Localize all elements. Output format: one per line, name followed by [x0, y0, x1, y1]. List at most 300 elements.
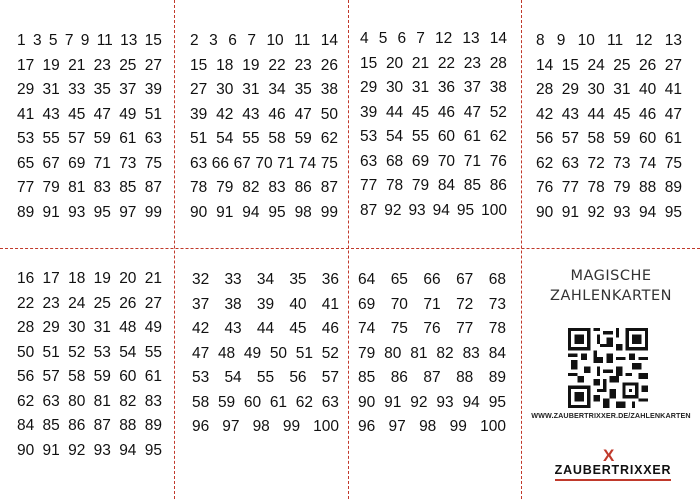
card-number: 99 [320, 203, 338, 221]
number-row [17, 201, 162, 226]
card-number: 92 [384, 201, 402, 219]
card-number: 19 [242, 56, 260, 74]
card-number: 93 [613, 203, 631, 221]
card-number: 53 [17, 130, 35, 147]
card-number: 90 [190, 203, 208, 221]
card-number: 58 [268, 130, 286, 147]
card-number: 6 [397, 30, 407, 47]
card-number: 97 [222, 418, 240, 435]
card-number: 70 [390, 295, 408, 313]
card-number: 60 [119, 368, 137, 385]
card-number: 29 [360, 79, 378, 96]
card-number: 22 [17, 294, 35, 312]
card-number: 63 [360, 152, 378, 170]
card-number: 14 [489, 30, 507, 47]
number-row [358, 366, 506, 391]
card-number: 71 [463, 152, 481, 170]
card-number: 28 [536, 81, 554, 98]
card-number: 42 [192, 320, 210, 337]
card-number: 71 [277, 154, 295, 172]
card-number: 57 [42, 368, 60, 385]
card-number: 56 [536, 130, 554, 147]
card-number: 91 [561, 203, 579, 221]
number-row [17, 341, 162, 366]
card-number: 65 [390, 271, 408, 288]
card-number: 81 [68, 179, 86, 196]
card-number: 45 [613, 105, 631, 123]
card-number: 85 [119, 179, 137, 196]
card-number: 63 [190, 154, 208, 172]
card-number: 5 [48, 32, 58, 49]
card-number: 56 [17, 368, 35, 385]
number-row [17, 103, 162, 128]
card-number: 62 [320, 130, 338, 147]
card-number: 25 [613, 56, 631, 74]
card-number: 77 [17, 179, 35, 196]
card-number: 93 [93, 441, 111, 459]
website-url[interactable]: WWW.ZAUBERTRIXXER.DE/ZAHLENKARTEN [531, 411, 691, 420]
info-card [522, 262, 700, 499]
number-row [536, 29, 682, 54]
card-number: 17 [42, 270, 60, 287]
card-number: 34 [256, 271, 275, 288]
card-number: 77 [360, 177, 378, 194]
card-number: 48 [217, 344, 236, 362]
card-number: 16 [17, 270, 35, 287]
card-number: 30 [68, 319, 86, 336]
card-number: 93 [408, 201, 426, 219]
number-card-3 [360, 27, 507, 223]
card-number: 83 [93, 179, 111, 196]
card-number: 95 [268, 203, 286, 221]
card-number: 71 [423, 295, 441, 313]
number-row [360, 125, 507, 150]
card-number: 7 [247, 32, 256, 49]
card-number: 47 [93, 105, 111, 123]
number-row [17, 414, 162, 439]
cut-line-vertical-1 [174, 0, 175, 499]
card-number: 61 [119, 130, 137, 147]
card-number: 87 [423, 369, 441, 386]
card-number: 94 [432, 201, 450, 219]
card-number: 20 [385, 54, 404, 72]
card-number: 50 [17, 343, 35, 361]
number-row [536, 127, 682, 152]
card-number: 88 [639, 179, 657, 196]
number-row [192, 391, 339, 416]
card-number: 21 [144, 270, 162, 287]
card-number: 3 [32, 32, 42, 49]
number-row [190, 201, 338, 226]
number-row [360, 174, 507, 199]
number-card-6 [192, 268, 339, 440]
number-row [536, 152, 682, 177]
card-number: 74 [639, 154, 657, 172]
card-number: 22 [437, 54, 456, 72]
card-number: 53 [93, 343, 111, 361]
card-number: 12 [435, 30, 453, 47]
card-number: 9 [556, 32, 566, 49]
card-number: 88 [456, 369, 474, 386]
number-row [360, 101, 507, 126]
card-number: 1 [17, 32, 26, 49]
card-number: 85 [358, 369, 376, 386]
card-number: 95 [664, 203, 682, 221]
card-number: 75 [664, 154, 682, 172]
number-card-2 [190, 29, 338, 225]
card-number: 44 [256, 320, 275, 337]
card-number: 84 [17, 417, 35, 434]
card-number: 21 [68, 56, 86, 74]
card-number: 15 [190, 56, 208, 74]
card-number: 69 [68, 154, 86, 172]
card-number: 47 [664, 105, 682, 123]
number-row [360, 27, 507, 52]
card-number: 31 [93, 319, 111, 336]
card-number: 39 [360, 103, 378, 121]
card-number: 83 [462, 344, 480, 362]
card-number: 78 [190, 179, 208, 196]
number-row [192, 293, 339, 318]
card-number: 79 [358, 344, 376, 362]
card-number: 26 [119, 294, 137, 312]
card-number: 87 [144, 179, 162, 196]
card-number: 89 [664, 179, 682, 196]
card-number: 39 [256, 295, 275, 313]
card-number: 51 [42, 343, 60, 361]
card-number: 98 [252, 418, 270, 435]
card-number: 62 [536, 154, 554, 172]
number-row [17, 176, 162, 201]
number-row [360, 52, 507, 77]
card-number: 58 [68, 368, 86, 385]
brand-name: ZAUBERTRIXXER [554, 463, 672, 477]
card-number: 70 [255, 154, 273, 172]
card-number: 71 [93, 154, 111, 172]
card-number: 94 [462, 393, 480, 411]
card-number: 90 [358, 393, 376, 411]
card-number: 44 [587, 105, 605, 123]
card-number: 92 [410, 393, 428, 411]
card-number: 33 [68, 81, 86, 98]
number-row [358, 317, 506, 342]
card-number: 51 [144, 105, 162, 123]
card-number: 23 [42, 294, 60, 312]
card-number: 31 [242, 81, 260, 98]
card-number: 59 [93, 368, 111, 385]
card-number: 80 [68, 392, 86, 410]
card-number: 24 [68, 294, 86, 312]
card-number: 58 [587, 130, 605, 147]
card-number: 94 [242, 203, 260, 221]
card-number: 27 [190, 81, 208, 98]
card-number: 31 [42, 81, 60, 98]
card-number: 75 [390, 320, 408, 337]
number-row [190, 152, 338, 177]
card-number: 43 [561, 105, 579, 123]
card-number: 10 [577, 32, 595, 49]
card-number: 54 [216, 130, 234, 147]
card-number: 99 [144, 203, 162, 221]
number-row [17, 292, 162, 317]
card-number: 33 [224, 271, 242, 288]
card-number: 24 [587, 56, 605, 74]
brand-x-mark: X [603, 446, 615, 465]
card-number: 70 [437, 152, 456, 170]
card-number: 91 [42, 441, 60, 459]
cut-line-vertical-2 [348, 0, 349, 499]
card-number: 87 [320, 179, 338, 196]
number-row [360, 199, 507, 224]
card-number: 97 [119, 203, 137, 221]
number-row [17, 127, 162, 152]
card-number: 68 [488, 271, 506, 288]
card-number: 25 [93, 294, 111, 312]
card-number: 11 [96, 32, 113, 49]
card-number: 57 [561, 130, 579, 147]
card-number: 88 [119, 417, 137, 434]
card-number: 97 [388, 418, 406, 435]
card-number: 95 [488, 393, 506, 411]
number-row [536, 176, 682, 201]
number-row [192, 317, 339, 342]
card-number: 79 [411, 177, 430, 194]
card-number: 84 [437, 177, 456, 194]
number-row [536, 201, 682, 226]
number-row [190, 127, 338, 152]
card-number: 66 [211, 154, 230, 172]
number-row [358, 415, 506, 440]
card-number: 47 [294, 105, 312, 123]
card-number: 42 [536, 105, 554, 123]
card-number: 77 [561, 179, 579, 196]
card-number: 87 [93, 417, 111, 434]
card-number: 75 [320, 154, 338, 172]
card-number: 25 [119, 56, 137, 74]
number-row [17, 78, 162, 103]
card-number: 76 [489, 152, 507, 170]
card-number: 22 [268, 56, 286, 74]
card-number: 41 [17, 105, 35, 123]
card-number: 55 [242, 130, 260, 147]
card-number: 82 [242, 179, 260, 196]
number-row [17, 267, 162, 292]
card-number: 63 [144, 130, 162, 147]
number-row [17, 439, 162, 464]
card-number: 62 [489, 128, 507, 145]
card-number: 83 [144, 392, 162, 410]
number-row [17, 54, 162, 79]
card-number: 95 [144, 441, 162, 459]
card-number: 75 [144, 154, 162, 172]
card-number: 37 [192, 295, 210, 313]
card-number: 86 [68, 417, 86, 434]
card-number: 36 [437, 79, 456, 96]
card-number: 12 [635, 32, 653, 49]
card-number: 26 [320, 56, 338, 74]
card-number: 14 [536, 56, 554, 74]
brand-logo [549, 447, 677, 483]
card-number: 4 [360, 30, 369, 47]
card-number: 23 [93, 56, 111, 74]
card-number: 23 [294, 56, 312, 74]
card-number: 13 [462, 30, 480, 47]
card-number: 47 [463, 103, 481, 121]
card-number: 55 [256, 369, 275, 386]
card-number: 57 [321, 369, 339, 386]
card-number: 93 [68, 203, 86, 221]
card-number: 46 [268, 105, 286, 123]
number-row [17, 152, 162, 177]
card-number: 43 [242, 105, 260, 123]
card-number: 96 [192, 418, 210, 435]
card-number: 99 [282, 418, 301, 435]
card-number: 30 [216, 81, 234, 98]
number-row [358, 268, 506, 293]
card-number: 19 [93, 270, 111, 287]
card-number: 7 [64, 32, 74, 49]
card-number: 38 [224, 295, 242, 313]
card-number: 36 [321, 271, 339, 288]
card-number: 61 [463, 128, 481, 145]
card-number: 11 [294, 32, 311, 49]
card-number: 92 [587, 203, 605, 221]
card-number: 60 [243, 393, 262, 411]
card-number: 51 [295, 344, 313, 362]
number-card-7 [358, 268, 506, 440]
card-number: 67 [42, 154, 60, 172]
card-number: 55 [42, 130, 60, 147]
card-number: 67 [233, 154, 251, 172]
card-number: 27 [144, 56, 162, 74]
card-number: 40 [639, 81, 657, 98]
card-number: 89 [17, 203, 35, 221]
card-number: 82 [436, 344, 454, 362]
card-number: 13 [120, 32, 138, 49]
number-row [190, 176, 338, 201]
card-number: 18 [216, 56, 234, 74]
cut-line-horizontal [0, 248, 700, 249]
card-number: 54 [224, 369, 242, 386]
card-number: 37 [119, 81, 137, 98]
number-row [358, 342, 506, 367]
number-row [536, 103, 682, 128]
number-card-1 [17, 29, 162, 225]
card-number: 31 [613, 81, 631, 98]
number-row [190, 54, 338, 79]
card-number: 23 [463, 54, 481, 72]
card-number: 81 [93, 392, 111, 410]
card-number: 83 [268, 179, 286, 196]
card-number: 50 [320, 105, 338, 123]
card-number: 76 [536, 179, 554, 196]
card-number: 69 [411, 152, 430, 170]
card-number: 13 [664, 32, 682, 49]
card-number: 52 [321, 344, 339, 362]
card-number: 89 [144, 417, 162, 434]
card-number: 74 [358, 320, 376, 337]
title-line-2: ZAHLENKARTEN [550, 288, 672, 304]
card-number: 76 [423, 320, 441, 337]
card-number: 19 [42, 56, 60, 74]
card-number: 95 [93, 203, 111, 221]
card-number: 10 [266, 32, 284, 49]
card-number: 14 [320, 32, 338, 49]
card-number: 5 [378, 30, 388, 47]
card-number: 93 [436, 393, 454, 411]
card-number: 85 [463, 177, 481, 194]
card-number: 66 [423, 271, 441, 288]
card-number: 3 [209, 32, 218, 49]
card-number: 39 [144, 81, 162, 98]
card-number: 98 [419, 418, 437, 435]
card-number: 94 [639, 203, 657, 221]
card-number: 84 [488, 344, 506, 362]
card-number: 27 [664, 56, 682, 74]
card-number: 61 [144, 368, 162, 385]
card-number: 78 [385, 177, 404, 194]
qr-code-icon[interactable] [568, 328, 648, 408]
card-number: 60 [437, 128, 456, 145]
card-number: 57 [68, 130, 86, 147]
card-number: 86 [390, 369, 408, 386]
card-number: 86 [489, 177, 507, 194]
card-number: 67 [456, 271, 474, 288]
card-number: 45 [68, 105, 86, 123]
number-row [358, 391, 506, 416]
card-number: 59 [217, 393, 236, 411]
card-number: 28 [489, 54, 507, 72]
card-number: 41 [664, 81, 682, 98]
card-number: 52 [68, 343, 86, 361]
brand-underline [555, 479, 671, 481]
card-number: 99 [449, 418, 467, 435]
card-number: 38 [489, 79, 507, 96]
card-number: 46 [321, 320, 339, 337]
card-number: 92 [68, 441, 86, 459]
card-number: 64 [358, 271, 376, 288]
card-number: 43 [42, 105, 60, 123]
card-number: 32 [192, 271, 210, 288]
number-row [192, 268, 339, 293]
card-number: 40 [289, 295, 307, 313]
card-number: 74 [298, 154, 317, 172]
card-number: 94 [119, 441, 137, 459]
card-number: 53 [192, 369, 210, 386]
card-number: 79 [216, 179, 234, 196]
card-number: 45 [411, 103, 430, 121]
number-row [17, 29, 162, 54]
card-number: 86 [294, 179, 312, 196]
card-number: 49 [144, 319, 162, 336]
card-number: 95 [456, 201, 475, 219]
card-number: 47 [192, 344, 210, 362]
card-number: 81 [410, 344, 428, 362]
card-number: 26 [639, 56, 657, 74]
card-number: 68 [385, 152, 404, 170]
card-number: 72 [587, 154, 605, 172]
card-number: 73 [613, 154, 631, 172]
card-number: 48 [119, 319, 137, 336]
card-number: 17 [17, 56, 35, 74]
card-number: 62 [17, 392, 35, 410]
card-number: 8 [536, 32, 545, 49]
number-row [192, 342, 339, 367]
card-number: 79 [613, 179, 631, 196]
card-number: 59 [294, 130, 312, 147]
number-row [360, 76, 507, 101]
card-number: 46 [639, 105, 657, 123]
